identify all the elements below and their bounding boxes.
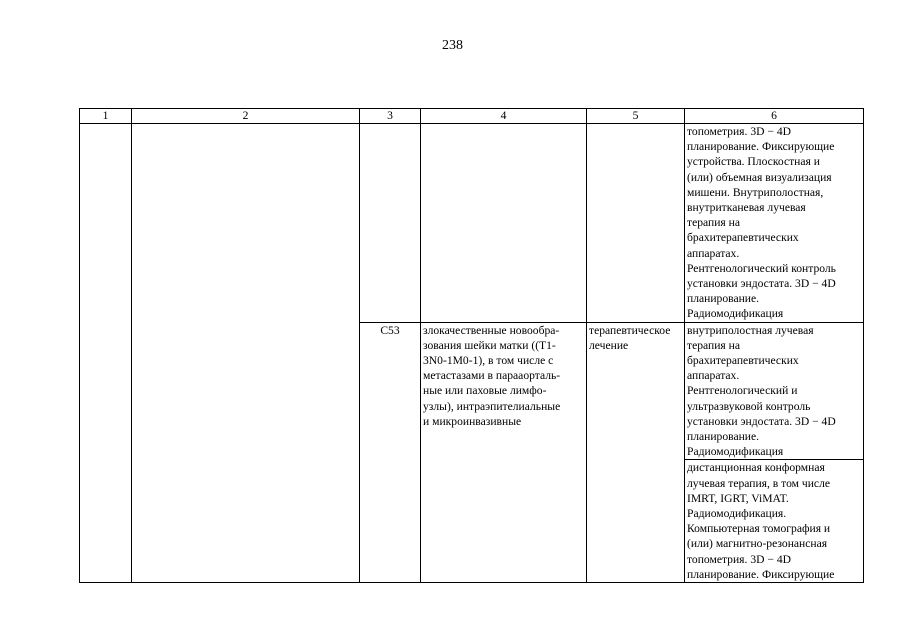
method-line: топометрия. 3D − 4D [687,552,791,566]
method-line: Компьютерная томография и [687,522,831,536]
column-header: 3 [360,109,421,124]
column-header: 2 [132,109,360,124]
method-line: ультразвуковой контроль [687,399,811,413]
method-line: терапия на [687,216,740,230]
treatment-cell [587,322,685,582]
page-number: 238 [442,38,463,53]
method-line: брахитерапевтических [687,231,799,245]
column-header: 4 [421,109,587,124]
col1-cell [80,124,132,583]
method-line: планирование. [687,430,760,444]
description-line: метастазами в парааорталь- [423,369,561,383]
description-line: и микроинвазивные [423,414,522,428]
method-line: установки эндостата. 3D − 4D [687,414,836,428]
method-line: мишени. Внутриполостная, [687,185,824,199]
method-line: внутритканевая лучевая [687,201,806,215]
method-line: Рентгенологический и [687,384,798,398]
description-line: узлы), интраэпителиальные [423,399,561,413]
method-line: терапия на [687,338,740,352]
method-line: Радиомодификация. [687,507,787,521]
method-line: Радиомодификация [687,307,784,321]
method-line: планирование. Фиксирующие [687,567,835,581]
column-header: 1 [80,109,132,124]
description-line: 3N0-1M0-1), в том числе с [423,354,554,368]
treatment-cell [587,124,685,323]
table-header-row [80,109,864,124]
method-line: IMRT, IGRT, ViMAT. [687,491,789,505]
method-line: лучевая терапия, в том числе [687,476,831,490]
description-line: злокачественные новообра- [423,323,560,337]
method-line: планирование. Фиксирующие [687,140,835,154]
method-line: аппаратах. [687,369,740,383]
method-line: внутриполостная лучевая [687,323,814,337]
treatment-line: терапевтическое [589,323,671,337]
treatment-table [79,108,864,583]
column-header: 5 [587,109,685,124]
column-header: 6 [685,109,864,124]
method-line: (или) магнитно-резонансная [687,537,828,551]
description-line: зования шейки матки ((Т1- [423,338,556,352]
method-cell [685,322,864,460]
method-line: аппаратах. [687,246,740,260]
table-row [80,124,864,323]
treatment-line: лечение [589,338,629,352]
method-line: установки эндостата. 3D − 4D [687,277,836,291]
code-cell: С53 [360,322,421,582]
method-cell [685,460,864,583]
method-line: (или) объемная визуализация [687,170,832,184]
description-cell [421,124,587,323]
method-line: планирование. [687,292,760,306]
description-line: ные или паховые лимфо- [423,384,547,398]
code-cell [360,124,421,323]
method-cell [685,124,864,323]
method-line: Рентгенологический контроль [687,261,836,275]
col2-cell [132,124,360,583]
method-line: Радиомодификация [687,445,784,459]
method-line: топометрия. 3D − 4D [687,125,791,138]
method-line: брахитерапевтических [687,354,799,368]
description-cell [421,322,587,582]
method-line: дистанционная конформная [687,461,825,475]
method-line: устройства. Плоскостная и [687,155,820,169]
